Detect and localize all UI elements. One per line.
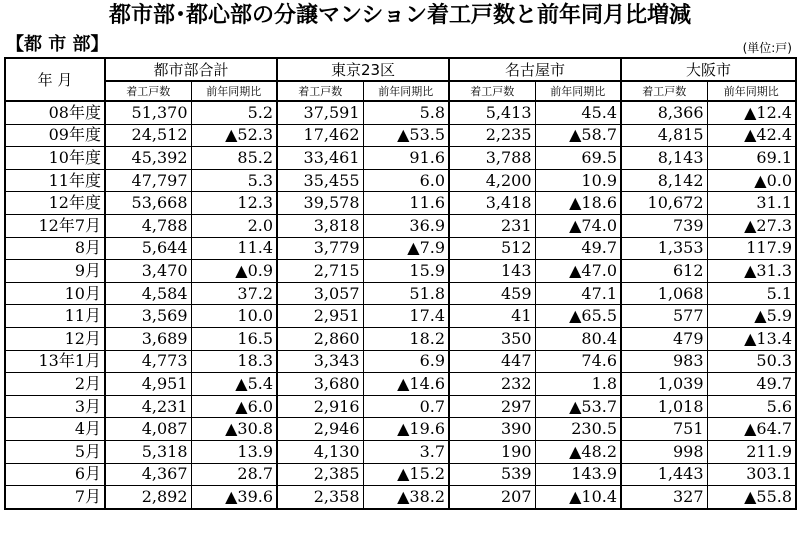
starts-cell: 3,680 xyxy=(277,373,363,396)
starts-cell: 10,672 xyxy=(621,192,707,215)
table-row xyxy=(5,327,796,350)
starts-cell: 4,367 xyxy=(105,463,191,486)
starts-cell: 41 xyxy=(449,305,535,328)
table-row xyxy=(5,463,796,486)
starts-cell: 612 xyxy=(621,260,707,283)
table-row xyxy=(5,395,796,418)
yoy-cell: ▲13.4 xyxy=(707,327,796,350)
yoy-cell: 13.9 xyxy=(191,440,277,463)
starts-cell: 8,142 xyxy=(621,169,707,192)
starts-cell: 3,818 xyxy=(277,214,363,237)
table-row xyxy=(5,260,796,283)
starts-cell: 4,231 xyxy=(105,395,191,418)
yoy-cell: 49.7 xyxy=(707,373,796,396)
page-title: 都市部･都心部の分譲マンション着工戸数と前年同月比増減 xyxy=(108,3,691,28)
yoy-cell: ▲53.7 xyxy=(535,395,621,418)
yoy-cell: 28.7 xyxy=(191,463,277,486)
yoy-cell: ▲0.9 xyxy=(191,260,277,283)
row-label: 10年度 xyxy=(5,147,105,170)
table-row xyxy=(5,418,796,441)
yoy-cell: 12.3 xyxy=(191,192,277,215)
group-header-osaka: 大阪市 xyxy=(621,58,796,81)
starts-cell: 2,715 xyxy=(277,260,363,283)
yoy-cell: 45.4 xyxy=(535,101,621,124)
starts-cell: 53,668 xyxy=(105,192,191,215)
yoy-cell: 230.5 xyxy=(535,418,621,441)
yoy-cell: ▲14.6 xyxy=(363,373,449,396)
starts-cell: 143 xyxy=(449,260,535,283)
table-row xyxy=(5,101,796,124)
row-label: 12月 xyxy=(5,327,105,350)
table-row xyxy=(5,373,796,396)
row-label: 08年度 xyxy=(5,101,105,124)
sub-header-yoy: 前年同期比 xyxy=(363,81,449,101)
starts-cell: 4,584 xyxy=(105,282,191,305)
starts-cell: 3,057 xyxy=(277,282,363,305)
starts-cell: 2,235 xyxy=(449,124,535,147)
starts-cell: 1,039 xyxy=(621,373,707,396)
starts-cell: 2,916 xyxy=(277,395,363,418)
table-row xyxy=(5,305,796,328)
row-label: 2月 xyxy=(5,373,105,396)
starts-cell: 5,413 xyxy=(449,101,535,124)
starts-cell: 577 xyxy=(621,305,707,328)
starts-cell: 297 xyxy=(449,395,535,418)
sub-header-yoy: 前年同期比 xyxy=(191,81,277,101)
table-row xyxy=(5,237,796,260)
starts-cell: 739 xyxy=(621,214,707,237)
starts-cell: 390 xyxy=(449,418,535,441)
yoy-cell: ▲55.8 xyxy=(707,486,796,509)
yoy-cell: ▲52.3 xyxy=(191,124,277,147)
yoy-cell: 91.6 xyxy=(363,147,449,170)
year-month-header: 年 月 xyxy=(5,58,105,101)
starts-cell: 4,951 xyxy=(105,373,191,396)
row-label: 12年度 xyxy=(5,192,105,215)
starts-cell: 998 xyxy=(621,440,707,463)
starts-cell: 3,418 xyxy=(449,192,535,215)
row-label: 7月 xyxy=(5,486,105,509)
starts-cell: 17,462 xyxy=(277,124,363,147)
yoy-cell: ▲30.8 xyxy=(191,418,277,441)
starts-cell: 350 xyxy=(449,327,535,350)
starts-cell: 2,892 xyxy=(105,486,191,509)
starts-cell: 3,569 xyxy=(105,305,191,328)
yoy-cell: 69.5 xyxy=(535,147,621,170)
starts-cell: 37,591 xyxy=(277,101,363,124)
yoy-cell: ▲5.4 xyxy=(191,373,277,396)
starts-cell: 47,797 xyxy=(105,169,191,192)
row-label: 5月 xyxy=(5,440,105,463)
row-label: 11月 xyxy=(5,305,105,328)
row-label: 6月 xyxy=(5,463,105,486)
yoy-cell: ▲19.6 xyxy=(363,418,449,441)
row-label: 3月 xyxy=(5,395,105,418)
yoy-cell: 5.8 xyxy=(363,101,449,124)
yoy-cell: 143.9 xyxy=(535,463,621,486)
sub-header-starts: 着工戸数 xyxy=(621,81,707,101)
yoy-cell: 80.4 xyxy=(535,327,621,350)
starts-cell: 8,366 xyxy=(621,101,707,124)
yoy-cell: 211.9 xyxy=(707,440,796,463)
starts-cell: 751 xyxy=(621,418,707,441)
sub-header-starts: 着工戸数 xyxy=(105,81,191,101)
starts-cell: 512 xyxy=(449,237,535,260)
starts-cell: 2,358 xyxy=(277,486,363,509)
row-label: 4月 xyxy=(5,418,105,441)
yoy-cell: ▲42.4 xyxy=(707,124,796,147)
yoy-cell: 303.1 xyxy=(707,463,796,486)
row-label: 12年7月 xyxy=(5,214,105,237)
row-label: 9月 xyxy=(5,260,105,283)
yoy-cell: 15.9 xyxy=(363,260,449,283)
starts-cell: 3,779 xyxy=(277,237,363,260)
starts-cell: 51,370 xyxy=(105,101,191,124)
starts-cell: 24,512 xyxy=(105,124,191,147)
table-row xyxy=(5,124,796,147)
yoy-cell: ▲10.4 xyxy=(535,486,621,509)
yoy-cell: ▲15.2 xyxy=(363,463,449,486)
yoy-cell: 5.3 xyxy=(191,169,277,192)
starts-cell: 3,343 xyxy=(277,350,363,373)
table-row xyxy=(5,486,796,509)
yoy-cell: 18.2 xyxy=(363,327,449,350)
starts-cell: 4,087 xyxy=(105,418,191,441)
yoy-cell: 85.2 xyxy=(191,147,277,170)
yoy-cell: 47.1 xyxy=(535,282,621,305)
row-label: 11年度 xyxy=(5,169,105,192)
starts-cell: 4,788 xyxy=(105,214,191,237)
yoy-cell: 11.6 xyxy=(363,192,449,215)
yoy-cell: ▲39.6 xyxy=(191,486,277,509)
yoy-cell: ▲7.9 xyxy=(363,237,449,260)
section-label: 【都 市 部】 xyxy=(6,34,109,55)
starts-cell: 479 xyxy=(621,327,707,350)
starts-cell: 2,951 xyxy=(277,305,363,328)
starts-cell: 539 xyxy=(449,463,535,486)
yoy-cell: 50.3 xyxy=(707,350,796,373)
yoy-cell: 6.0 xyxy=(363,169,449,192)
starts-cell: 1,353 xyxy=(621,237,707,260)
yoy-cell: 18.3 xyxy=(191,350,277,373)
starts-cell: 3,689 xyxy=(105,327,191,350)
starts-cell: 4,130 xyxy=(277,440,363,463)
yoy-cell: 0.7 xyxy=(363,395,449,418)
sub-header-yoy: 前年同期比 xyxy=(535,81,621,101)
yoy-cell: ▲5.9 xyxy=(707,305,796,328)
yoy-cell: ▲38.2 xyxy=(363,486,449,509)
row-label: 8月 xyxy=(5,237,105,260)
yoy-cell: 117.9 xyxy=(707,237,796,260)
yoy-cell: 5.6 xyxy=(707,395,796,418)
yoy-cell: ▲27.3 xyxy=(707,214,796,237)
table-row xyxy=(5,169,796,192)
yoy-cell: ▲18.6 xyxy=(535,192,621,215)
starts-cell: 4,815 xyxy=(621,124,707,147)
yoy-cell: 74.6 xyxy=(535,350,621,373)
yoy-cell: ▲48.2 xyxy=(535,440,621,463)
sub-header-starts: 着工戸数 xyxy=(277,81,363,101)
row-label: 13年1月 xyxy=(5,350,105,373)
housing-starts-table xyxy=(4,57,797,510)
starts-cell: 3,470 xyxy=(105,260,191,283)
row-label: 10月 xyxy=(5,282,105,305)
yoy-cell: 1.8 xyxy=(535,373,621,396)
table-row xyxy=(5,350,796,373)
yoy-cell: 2.0 xyxy=(191,214,277,237)
yoy-cell: ▲12.4 xyxy=(707,101,796,124)
sub-header-yoy: 前年同期比 xyxy=(707,81,796,101)
yoy-cell: 49.7 xyxy=(535,237,621,260)
starts-cell: 5,644 xyxy=(105,237,191,260)
starts-cell: 2,860 xyxy=(277,327,363,350)
starts-cell: 459 xyxy=(449,282,535,305)
starts-cell: 1,443 xyxy=(621,463,707,486)
yoy-cell: ▲6.0 xyxy=(191,395,277,418)
yoy-cell: ▲0.0 xyxy=(707,169,796,192)
yoy-cell: 6.9 xyxy=(363,350,449,373)
starts-cell: 35,455 xyxy=(277,169,363,192)
table-row xyxy=(5,440,796,463)
yoy-cell: 10.0 xyxy=(191,305,277,328)
yoy-cell: 37.2 xyxy=(191,282,277,305)
yoy-cell: 17.4 xyxy=(363,305,449,328)
starts-cell: 231 xyxy=(449,214,535,237)
starts-cell: 8,143 xyxy=(621,147,707,170)
yoy-cell: ▲47.0 xyxy=(535,260,621,283)
row-label: 09年度 xyxy=(5,124,105,147)
sub-header-starts: 着工戸数 xyxy=(449,81,535,101)
yoy-cell: 51.8 xyxy=(363,282,449,305)
yoy-cell: ▲58.7 xyxy=(535,124,621,147)
yoy-cell: 36.9 xyxy=(363,214,449,237)
yoy-cell: ▲65.5 xyxy=(535,305,621,328)
starts-cell: 3,788 xyxy=(449,147,535,170)
group-header-urban-total: 都市部合計 xyxy=(105,58,277,81)
yoy-cell: 69.1 xyxy=(707,147,796,170)
yoy-cell: 31.1 xyxy=(707,192,796,215)
yoy-cell: 5.1 xyxy=(707,282,796,305)
table-row xyxy=(5,282,796,305)
group-header-tokyo23: 東京23区 xyxy=(277,58,449,81)
starts-cell: 232 xyxy=(449,373,535,396)
starts-cell: 5,318 xyxy=(105,440,191,463)
starts-cell: 1,068 xyxy=(621,282,707,305)
starts-cell: 447 xyxy=(449,350,535,373)
starts-cell: 39,578 xyxy=(277,192,363,215)
table-row xyxy=(5,192,796,215)
yoy-cell: 16.5 xyxy=(191,327,277,350)
unit-label: (単位:戸) xyxy=(742,41,792,55)
group-header-nagoya: 名古屋市 xyxy=(449,58,621,81)
starts-cell: 33,461 xyxy=(277,147,363,170)
starts-cell: 1,018 xyxy=(621,395,707,418)
starts-cell: 2,385 xyxy=(277,463,363,486)
yoy-cell: ▲31.3 xyxy=(707,260,796,283)
starts-cell: 983 xyxy=(621,350,707,373)
starts-cell: 207 xyxy=(449,486,535,509)
yoy-cell: 3.7 xyxy=(363,440,449,463)
table-row xyxy=(5,147,796,170)
starts-cell: 2,946 xyxy=(277,418,363,441)
yoy-cell: 11.4 xyxy=(191,237,277,260)
table-row xyxy=(5,214,796,237)
starts-cell: 190 xyxy=(449,440,535,463)
yoy-cell: 10.9 xyxy=(535,169,621,192)
starts-cell: 4,773 xyxy=(105,350,191,373)
yoy-cell: ▲74.0 xyxy=(535,214,621,237)
starts-cell: 4,200 xyxy=(449,169,535,192)
starts-cell: 45,392 xyxy=(105,147,191,170)
starts-cell: 327 xyxy=(621,486,707,509)
yoy-cell: ▲64.7 xyxy=(707,418,796,441)
yoy-cell: ▲53.5 xyxy=(363,124,449,147)
yoy-cell: 5.2 xyxy=(191,101,277,124)
